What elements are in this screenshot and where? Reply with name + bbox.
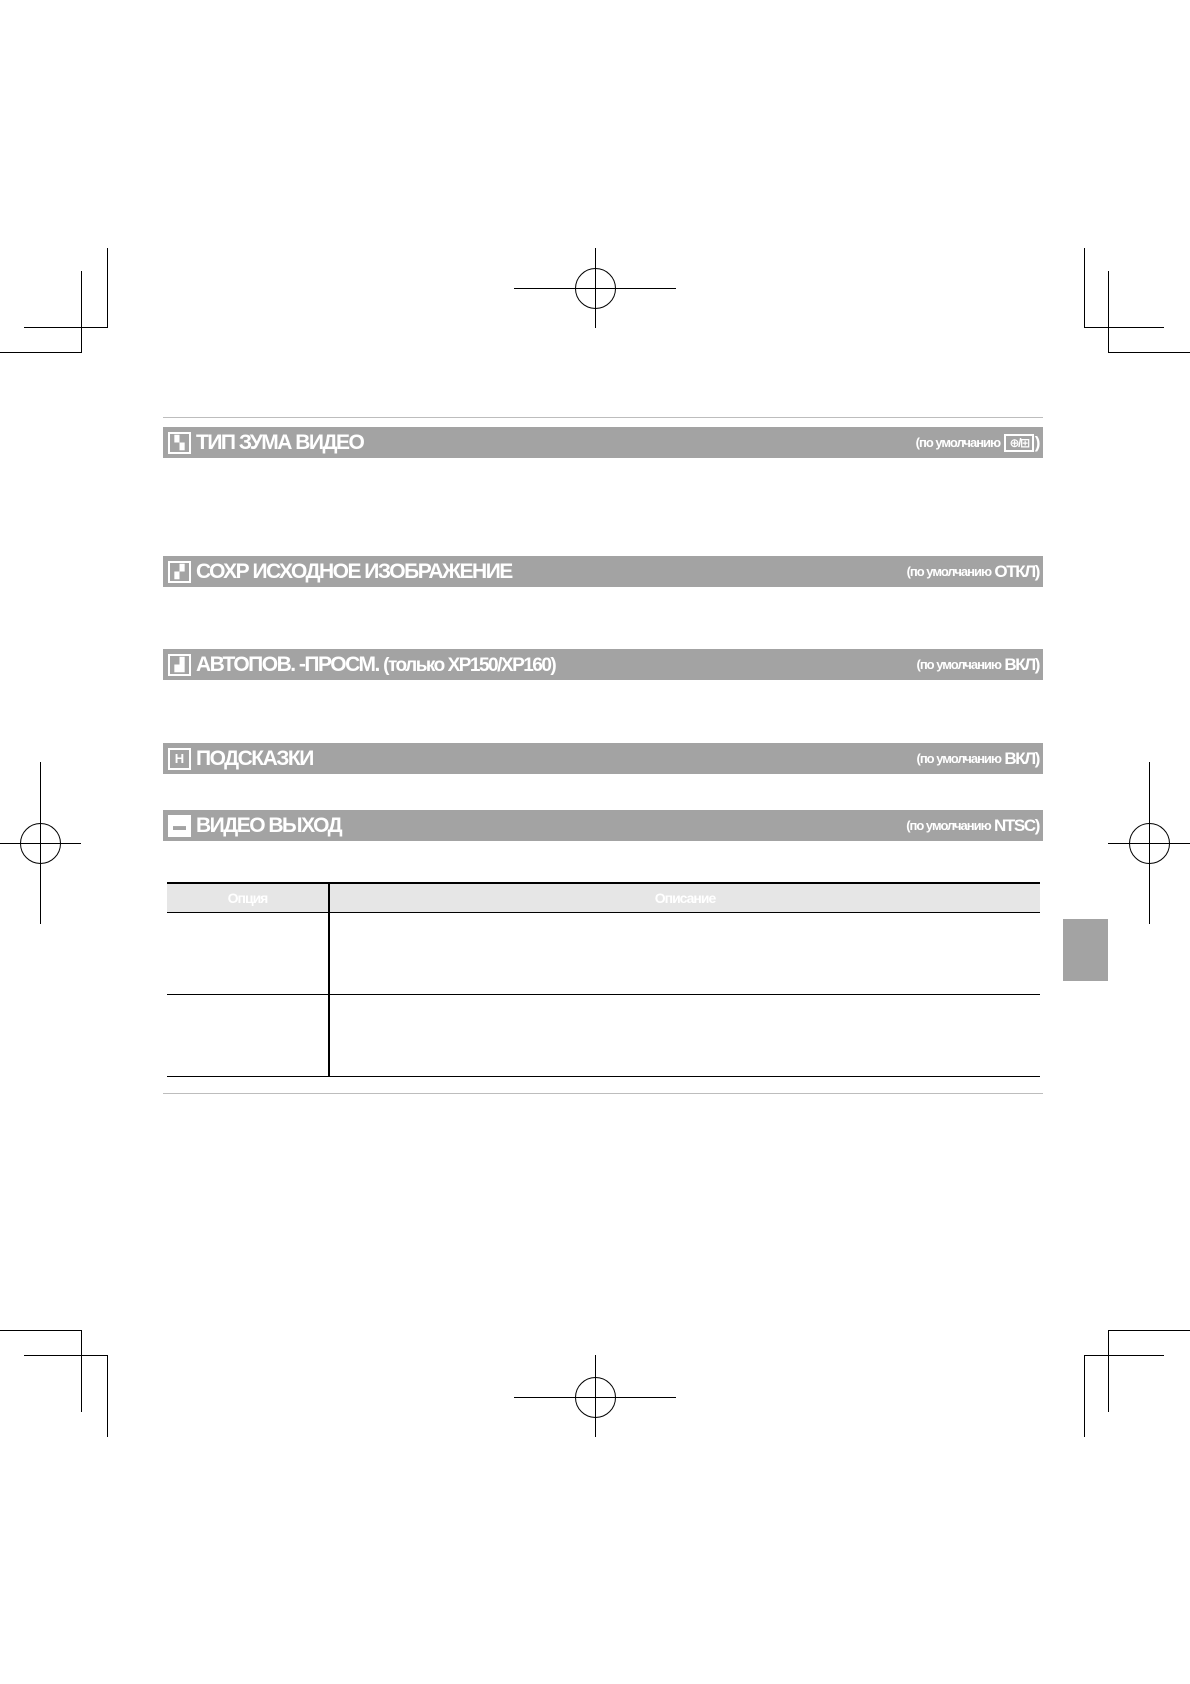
table-row bbox=[167, 995, 1040, 1077]
video-out-icon: ▬ bbox=[168, 815, 191, 837]
save-original-icon: ▞ bbox=[168, 561, 191, 583]
section-title: СОХР ИСХОДНОЕ ИЗОБРАЖЕНИЕ bbox=[196, 559, 512, 583]
hints-icon: H bbox=[168, 748, 191, 770]
default-value: (по умолчанию ВКЛ ) bbox=[916, 654, 1039, 674]
chapter-tab-marker bbox=[1063, 919, 1108, 981]
default-value: (по умолчанию NTSC ) bbox=[906, 815, 1039, 835]
section-title: ТИП ЗУМА ВИДЕО bbox=[196, 430, 364, 454]
table-header-row bbox=[167, 883, 1040, 913]
default-value: (по умолчанию ВКЛ ) bbox=[916, 748, 1039, 768]
section-bar-auto-rotate bbox=[163, 649, 1043, 680]
section-bar-video-zoom-type bbox=[163, 427, 1043, 458]
section-title: ВИДЕО ВЫХОД bbox=[196, 813, 342, 837]
default-value: (по умолчанию ⊕/⊞ ) bbox=[915, 432, 1039, 452]
section-title: ПОДСКАЗКИ bbox=[196, 746, 313, 770]
section-bar-save-original bbox=[163, 556, 1043, 587]
video-zoom-icon: ▚ bbox=[168, 432, 191, 454]
section-bar-hints bbox=[163, 743, 1043, 774]
table-row bbox=[167, 913, 1040, 995]
section-title: АВТОПОВ. -ПРОСМ. (только XP150/XP160) bbox=[196, 652, 556, 676]
section-bar-video-out bbox=[163, 810, 1043, 841]
description-cell bbox=[329, 995, 1040, 1077]
option-cell bbox=[167, 913, 329, 995]
column-header-option: Опция bbox=[167, 883, 329, 913]
default-value: (по умолчанию ОТКЛ ) bbox=[906, 561, 1039, 581]
auto-rotate-icon: ▟ bbox=[168, 654, 191, 676]
options-table bbox=[167, 882, 1040, 1077]
option-cell bbox=[167, 995, 329, 1077]
description-cell bbox=[329, 913, 1040, 995]
top-rule bbox=[163, 417, 1043, 418]
bottom-rule bbox=[163, 1093, 1043, 1094]
column-header-description: Описание bbox=[329, 883, 1040, 913]
